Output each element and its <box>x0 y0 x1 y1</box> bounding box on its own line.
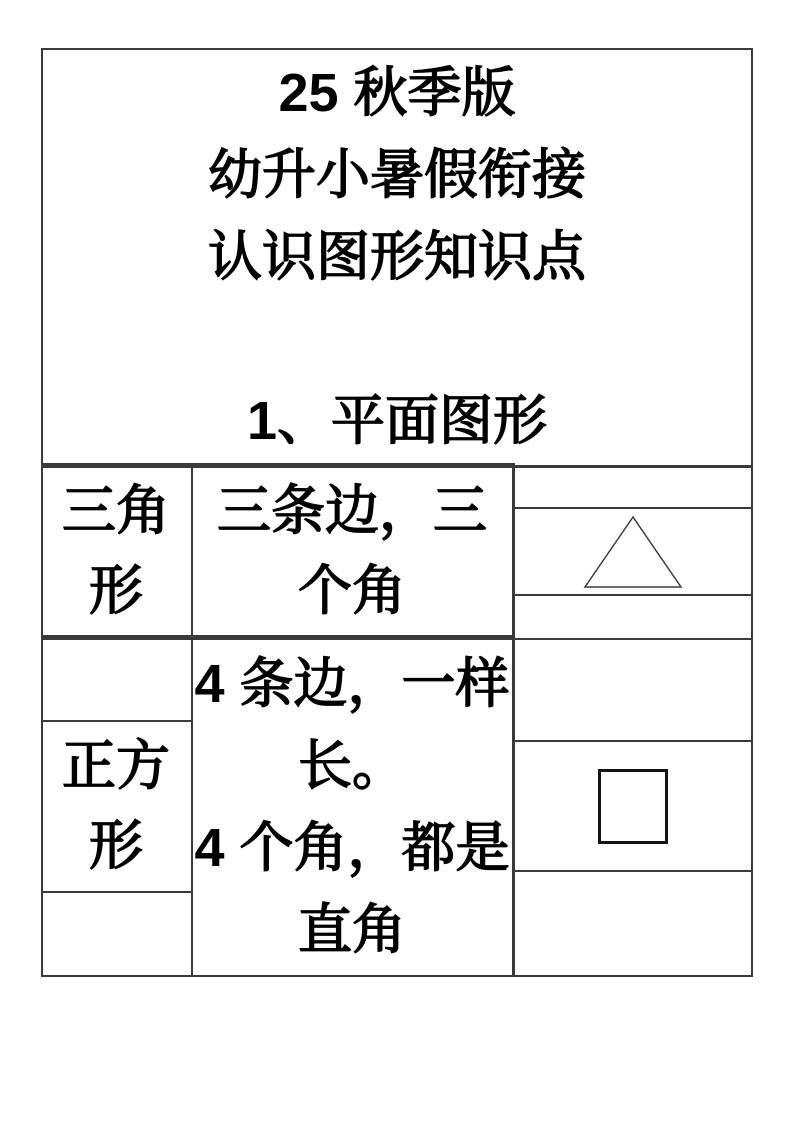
title-line-edition: 25 秋季版 <box>278 63 516 123</box>
square-name-line-1: 正方 <box>62 736 170 796</box>
triangle-name-line-2: 形 <box>89 560 143 621</box>
title-block <box>41 48 753 466</box>
cell-shape-drawing-triangle <box>516 509 749 594</box>
triangle-name-line-1: 三角 <box>62 480 170 541</box>
cell-shape-name-triangle <box>43 468 189 633</box>
square-name-line-2: 形 <box>89 816 143 876</box>
cell-description-square <box>194 640 510 973</box>
square-desc-line-2: 长。 <box>298 735 406 796</box>
title-block-inner <box>43 50 751 462</box>
cell-shape-name-square <box>43 722 189 890</box>
grid-line-col3-sub2 <box>513 594 753 596</box>
grid-line-col1-sub2 <box>41 891 193 893</box>
square-icon <box>598 769 668 844</box>
triangle-desc-line-1: 三条边，三 <box>217 480 487 541</box>
cell-description-triangle <box>194 468 510 633</box>
grid-line-col2-col3 <box>512 464 515 977</box>
title-line-topic: 认识图形知识点 <box>208 227 586 287</box>
triangle-icon <box>583 515 683 589</box>
square-desc-line-4: 直角 <box>298 899 406 960</box>
section-heading: 1、平面图形 <box>246 391 548 451</box>
grid-line-row-divider-right <box>513 638 753 640</box>
grid-line-col3-sub4 <box>513 870 753 872</box>
title-line-program: 幼升小暑假衔接 <box>208 145 586 205</box>
square-desc-line-1: 4 条边，一样 <box>194 653 510 714</box>
grid-line-table-bottom <box>41 975 753 977</box>
cell-shape-drawing-square <box>516 742 749 870</box>
grid-line-right-edge <box>751 464 753 977</box>
square-desc-line-3: 4 个角，都是 <box>194 817 510 878</box>
grid-line-table-top-right <box>513 465 753 468</box>
triangle-desc-line-2: 个角 <box>298 560 406 621</box>
title-blank-line <box>43 298 751 380</box>
